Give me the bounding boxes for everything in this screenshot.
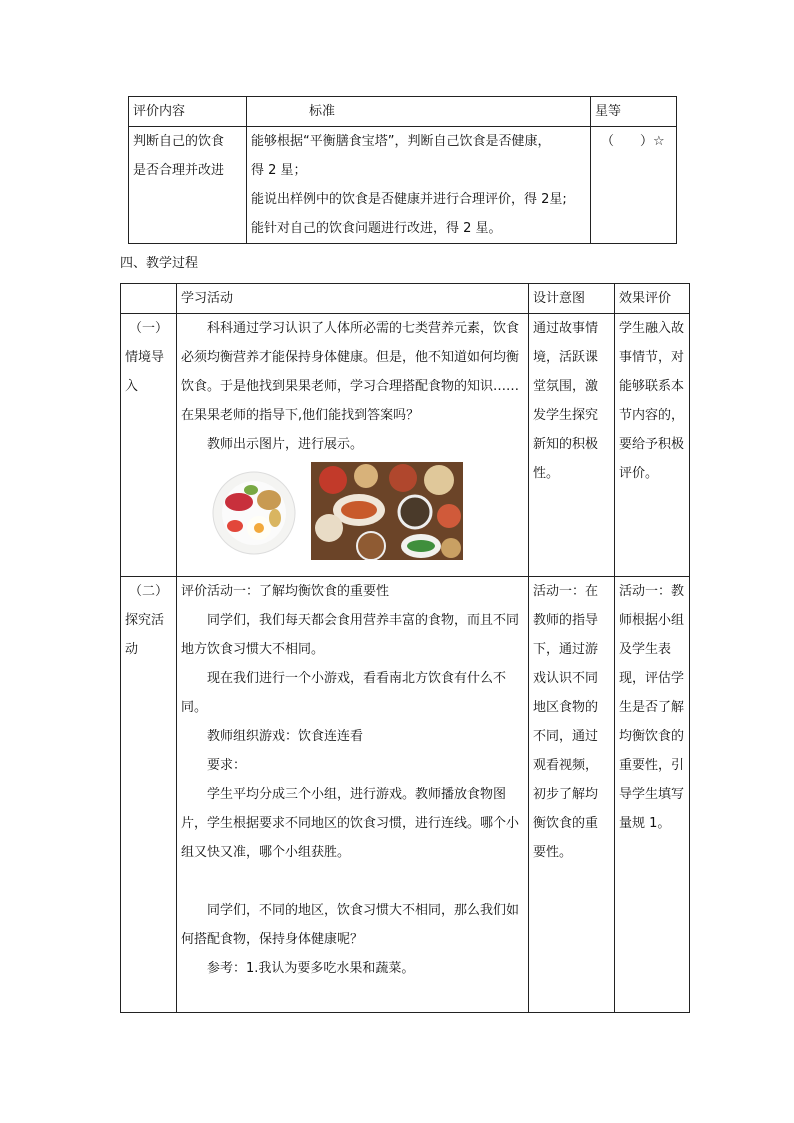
intro-show-pictures: 教师出示图片，进行展示。 (207, 437, 364, 452)
eval-stars-cell: （ ）☆ (591, 127, 677, 244)
intent-cell-intro: 通过故事情境，活跃课堂氛围，激发学生探究新知的积极性。 (529, 314, 615, 577)
process-header-row (121, 284, 690, 314)
teaching-process-table (120, 283, 690, 1013)
stage-label: 动 (125, 642, 139, 657)
process-header-blank (121, 284, 177, 314)
stage-label: 情境导 (125, 350, 165, 365)
evaluation-header-row (129, 97, 677, 127)
eval-criteria-line: 得 2 星； (251, 163, 307, 178)
activity-paragraph: 参考：1.我认为要多吃水果和蔬菜。 (207, 961, 415, 976)
effect-cell-explore: 活动一：教师根据小组及学生表现，评估学生是否了解均衡饮食的重要性，引导学生填写量规 1。 (615, 577, 690, 1013)
activity-paragraph: 教师组织游戏：饮食连连看 (207, 729, 364, 744)
activity-paragraph: 学生平均分成三个小组，进行游戏。教师播放食物图片，学生根据要求不同地区的饮食习惯，进行连线。哪个小组又快又准，哪个小组获胜。 (181, 787, 520, 860)
activity-paragraph: 同学们，不同的地区，饮食习惯大不相同，那么我们如何搭配食物，保持身体健康呢？ (181, 903, 520, 947)
process-row-intro (121, 314, 690, 577)
stage-label: 入 (125, 379, 139, 394)
stage-label: 探究活 (125, 613, 165, 628)
stage-label: （二） (128, 584, 168, 599)
eval-criteria-line: 能够根据“平衡膳食宝塔”，判断自己饮食是否健康， (251, 134, 551, 149)
eval-header-content: 评价内容 (129, 97, 247, 127)
process-header-activity: 学习活动 (177, 284, 529, 314)
activity-paragraph: 要求： (207, 758, 247, 773)
blank-line (181, 867, 524, 896)
effect-cell-intro: 学生融入故事情节，对能够联系本节内容的，要给予积极评价。 (615, 314, 690, 577)
eval-content-line: 判断自己的饮食 (133, 134, 225, 149)
eval-header-criteria: 标准 (247, 97, 591, 127)
evaluation-table (128, 96, 677, 244)
intro-story-paragraph: 科科通过学习认识了人体所必需的七类营养元素，饮食必须均衡营养才能保持身体健康。但是，他不知道如何均衡饮食。于是他找到果果老师，学习合理搭配食物的知识……在果果老师的指导下,他们能找到答案吗？ (181, 321, 520, 423)
activity-cell-intro (177, 314, 529, 577)
eval-criteria-cell (247, 127, 591, 244)
eval-header-stars: 星等 (591, 97, 677, 127)
stage-cell-explore (121, 577, 177, 1013)
eval-criteria-line: 能针对自己的饮食问题进行改进，得 2 星。 (251, 221, 502, 236)
eval-content-cell (129, 127, 247, 244)
section-heading: 四、教学过程 (120, 256, 199, 271)
activity-paragraph: 现在我们进行一个小游戏，看看南北方饮食有什么不同。 (181, 671, 507, 715)
stage-cell-intro (121, 314, 177, 577)
eval-content-line: 是否合理并改进 (133, 163, 225, 178)
activity-paragraph: 同学们，我们每天都会食用营养丰富的食物，而且不同地方饮食习惯大不相同。 (181, 613, 520, 657)
process-header-intent: 设计意图 (529, 284, 615, 314)
chinese-dishes-image (311, 462, 463, 560)
intent-cell-explore: 活动一：在教师的指导下，通过游戏认识不同地区食物的不同，通过观看视频，初步了解均衡饮食的重要性。 (529, 577, 615, 1013)
process-row-explore (121, 577, 690, 1013)
process-header-effect: 效果评价 (615, 284, 690, 314)
eval-criteria-line: 能说出样例中的饮食是否健康并进行合理评价，得 2星; (251, 192, 567, 207)
activity-title: 评价活动一：了解均衡饮食的重要性 (181, 584, 390, 599)
breakfast-plate-image (211, 470, 297, 556)
evaluation-row (129, 127, 677, 244)
food-pictures (181, 459, 524, 567)
activity-cell-explore (177, 577, 529, 1013)
stage-label: （一） (128, 321, 168, 336)
